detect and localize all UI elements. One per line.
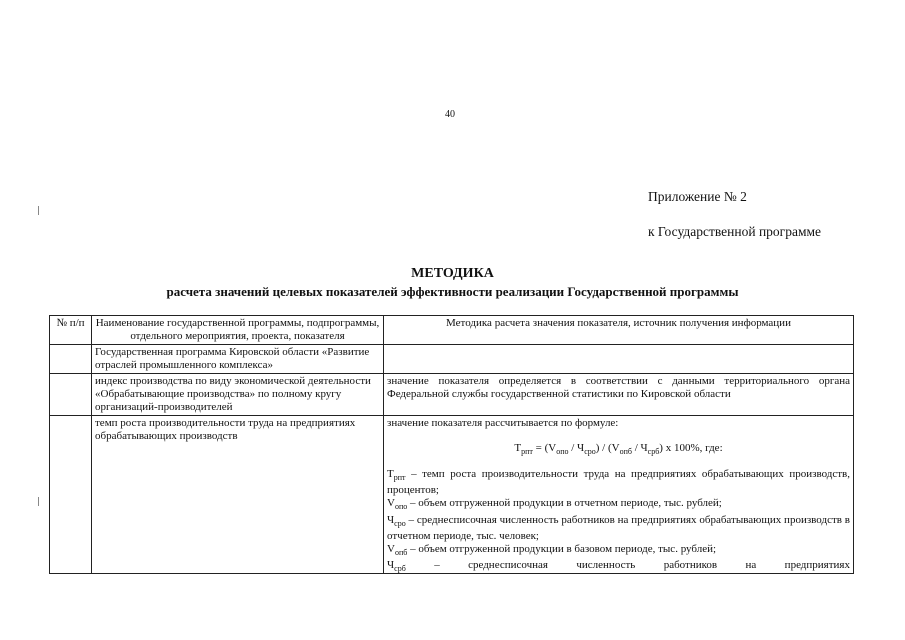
row-method-cell: значение показателя определяется в соответствии с данными территориального органа Федеральной службы государственной статистики по Кировской области	[384, 374, 854, 416]
row-name-cell: темп роста производительности труда на предприятиях обрабатывающих производств	[92, 416, 384, 574]
definition-item: $Т_{рпт}$ – темп роста производительности труда на предприятиях обрабатывающих производств, процентов;	[387, 468, 850, 497]
definition-item: $V_{опб}$ – объем отгруженной продукции в базовом периоде, тыс. рублей;	[387, 542, 717, 557]
header-number: № п/п	[50, 316, 92, 345]
appendix-reference: к Государственной программе	[648, 224, 822, 239]
row-number-cell	[50, 374, 92, 416]
row-number-cell	[50, 416, 92, 574]
scan-mark	[38, 497, 39, 506]
page-number: 40	[445, 109, 455, 120]
header-name: Наименование государственной программы, подпрограммы, отдельного мероприятия, проекта, показателя	[92, 316, 384, 345]
table-row	[50, 416, 854, 574]
formula: $Т_{рпт} = (V_{опо} / Ч_{сро}) / (V_{опб} / Ч_{срб})$ x 100%, где:	[514, 442, 723, 457]
row-method-cell	[384, 345, 854, 374]
row-name-cell: индекс производства по виду экономической деятельности «Обрабатывающие производства» по полному кругу организаций-производителей	[92, 374, 384, 416]
table-header-row	[50, 316, 854, 345]
table-row	[50, 374, 854, 416]
formula-intro: значение показателя рассчитывается по формуле:	[387, 417, 619, 429]
methodology-table	[49, 315, 854, 574]
header-method: Методика расчета значения показателя, источник получения информации	[384, 316, 854, 345]
definition-item: $Ч_{срб}$ – среднесписочная численность работников на предприятиях	[387, 558, 850, 573]
definition-item: $Ч_{сро}$ – среднесписочная численность работников на предприятиях обрабатывающих производств в отчетном периоде, тыс. человек;	[387, 513, 850, 542]
document-subtitle: расчета значений целевых показателей эффективности реализации Государственной программы	[166, 284, 739, 299]
row-number-cell	[50, 345, 92, 374]
document-title: МЕТОДИКА	[411, 266, 494, 281]
row-name-cell: Государственная программа Кировской области «Развитие отраслей промышленного комплекса»	[92, 345, 384, 374]
definition-item: $V_{опо}$ – объем отгруженной продукции в отчетном периоде, тыс. рублей;	[387, 497, 722, 512]
scan-mark	[38, 206, 39, 215]
row-method-cell	[384, 416, 854, 574]
appendix-label: Приложение № 2	[648, 189, 747, 204]
table-row	[50, 345, 854, 374]
